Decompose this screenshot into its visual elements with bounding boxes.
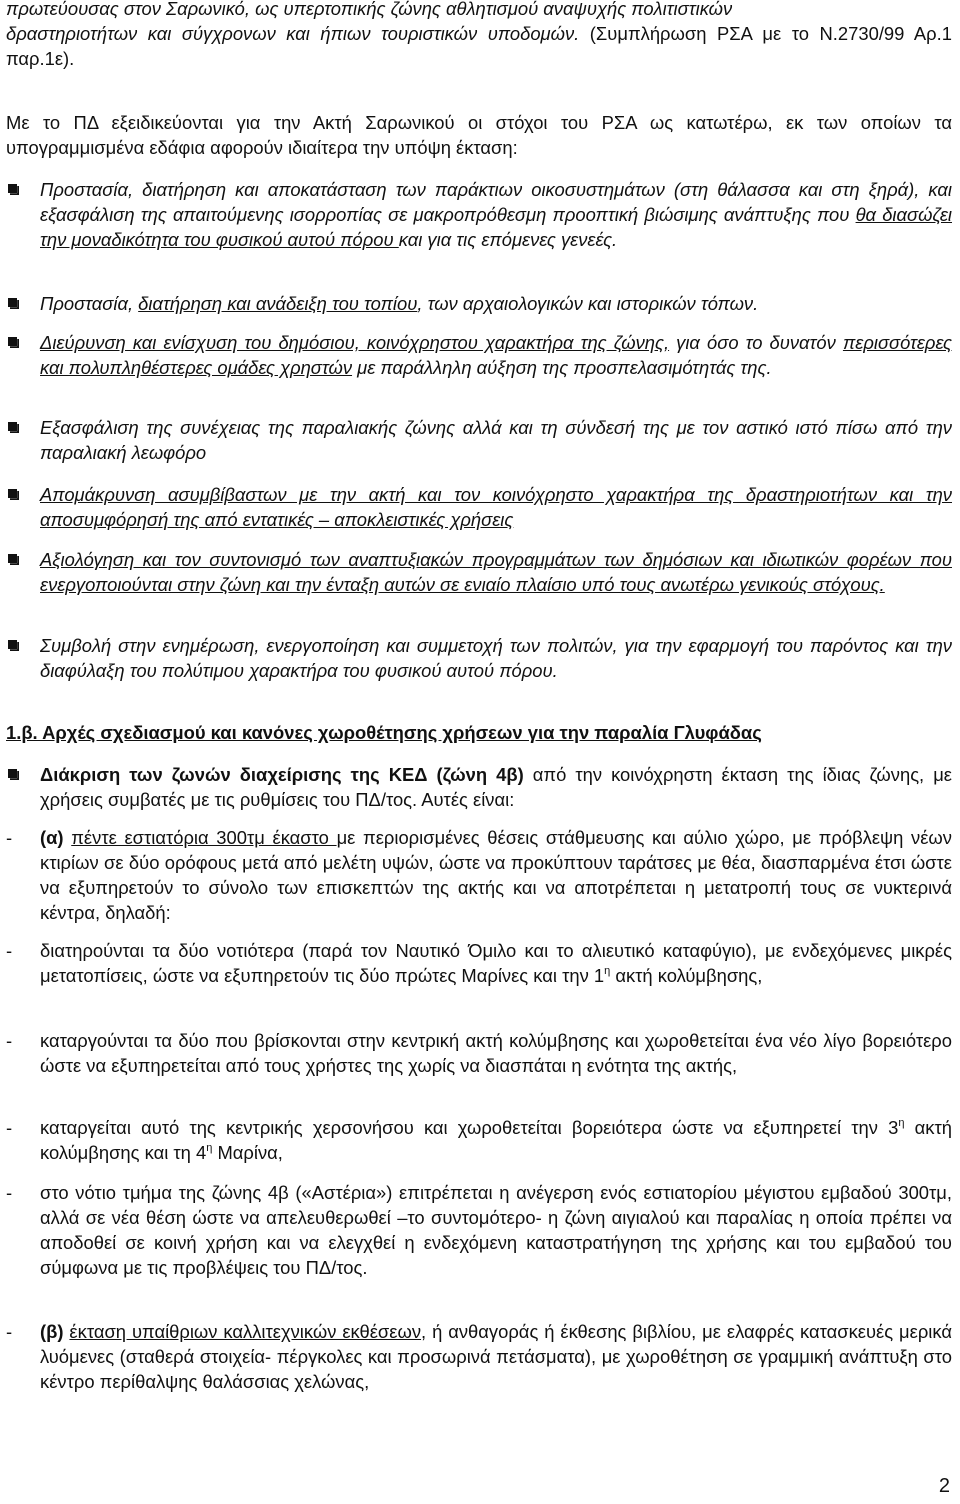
bullet-text-part: και για τις επόμενες γενεές.: [398, 229, 618, 250]
dash-marker: -: [6, 940, 13, 961]
paragraph-objectives-text: Με το ΠΔ εξειδικεύονται για την Ακτή Σαρωνικού οι στόχοι του ΡΣΑ ως κατωτέρω, εκ των οποίων τα υπογραμμισμένα εδάφια αφορούν ιδιαίτερα την υπόψη έκταση:: [6, 112, 952, 158]
square-bullet-icon: [8, 640, 18, 651]
bullet-item: [6, 291, 952, 316]
square-bullet-icon: [8, 422, 18, 433]
bullet-text-underlined: διατήρηση και ανάδειξη του τοπίου: [138, 293, 418, 314]
dash-text-part: ακτή κολύμβησης,: [610, 965, 763, 986]
dash-label: (α): [40, 827, 64, 848]
dash-marker: -: [6, 827, 13, 848]
bullet-text: [40, 177, 952, 252]
intro-line-2: [6, 21, 952, 71]
bullet-text: Συμβολή στην ενημέρωση, ενεργοποίηση και συμμετοχή των πολιτών, για την εφαρμογή του παρόντος και την διαφύλαξη του πολύτιμου χαρακτήρα του φυσικού αυτού πόρου.: [40, 635, 952, 681]
dash-text-part: διατηρούνται τα δύο νοτιότερα (παρά τον Ναυτικό Όμιλο και το αλιευτικό καταφύγιο), με ενδεχόμενες μικρές μετατοπίσεις, ώστε να εξυπηρετούν τις δύο πρώτες Μαρίνες και την 1: [40, 940, 952, 986]
dash-item: [6, 825, 952, 925]
square-bullet-icon: [8, 489, 18, 500]
dash-text-underlined: έκταση υπαίθριων καλλιτεχνικών εκθέσεων: [69, 1321, 422, 1342]
page-number: 2: [938, 1475, 950, 1497]
bullet-text-part: από την κοινόχρηστη έκταση της ίδιας ζώνης, με χρήσεις συμβατές με τις ρυθμίσεις του ΠΔ/τος. Αυτές είναι:: [40, 764, 953, 810]
dash-text: στο νότιο τμήμα της ζώνης 4β («Αστέρια») επιτρέπεται η ανέγερση ενός εστιατορίου μέγιστου εμβαδού 300τμ, αλλά σε νέα θέση ώστε να απελευθερωθεί –το συντομότερο- η ζώνη αιγιαλού και παραλίας η οποία πρέπει να αποδοθεί σε κοινή χρήση και να ελεγχθεί η ενδεχόμενη καταστρατήγηση της χρήσης και του εμβαδού του σύμφωνα με τις προβλέψεις του ΠΔ/τος.: [40, 1182, 952, 1278]
intro-paragraph: [6, 0, 952, 71]
dash-marker: -: [6, 1030, 13, 1051]
paragraph-objectives: [6, 110, 952, 160]
dash-marker: -: [6, 1117, 13, 1138]
bullet-text-bold: Διάκριση των ζωνών διαχείρισης της ΚΕΔ (ζώνη 4β): [40, 764, 524, 785]
dash-text: καταργούνται τα δύο που βρίσκονται στην κεντρική ακτή κολύμβησης και χωροθετείται ένα νέο λίγο βορειότερο ώστε να εξυπηρετείται από τους χρήστες της χωρίς να διασπάται η ενότητα της ακτής,: [40, 1030, 952, 1076]
bullet-text: [40, 762, 952, 812]
superscript: η: [206, 1142, 213, 1154]
bullet-text: Εξασφάλιση της συνέχειας της παραλιακής ζώνης αλλά και τη σύνδεσή της με τον αστικό ιστό πίσω από την παραλιακή λεωφόρο: [40, 417, 952, 463]
bullet-item: [6, 482, 952, 532]
dash-text-part: καταργείται αυτό της κεντρικής χερσονήσου και χωροθετείται βορειότερα ώστε να εξυπηρετεί την 3: [40, 1117, 899, 1138]
dash-text: [40, 938, 952, 988]
intro-line-2-text: δραστηριοτήτων και σύγχρονων και ήπιων τουριστικών υποδομών.: [6, 23, 580, 44]
dash-text: [40, 825, 952, 925]
bullet-item: [6, 177, 952, 252]
bullet-item: [6, 547, 952, 597]
dash-label: (β): [40, 1321, 64, 1342]
square-bullet-icon: [8, 769, 18, 780]
bullet-text-part: για όσο το δυνατόν: [669, 332, 843, 353]
square-bullet-icon: [8, 184, 18, 195]
dash-text-underlined: πέντε εστιατόρια 300τμ έκαστο: [71, 827, 337, 848]
bullet-text: [40, 330, 952, 380]
bullet-text: Αξιολόγηση και τον συντονισμό των αναπτυξιακών προγραμμάτων των δημόσιων και ιδιωτικών φορέων που ενεργοποιούνται στην ζώνη και την ένταξη αυτών σε ενιαίο πλαίσιο υπό τους ανωτέρω γενικούς στόχους.: [40, 549, 952, 595]
square-bullet-icon: [8, 298, 18, 309]
square-bullet-icon: [8, 554, 18, 565]
dash-text-part: , ή ανθαγοράς ή έκθεσης βιβλίου, με ελαφρές κατασκευές μερικά λυόμενες (σταθερά στοιχεία- πέργκολες και προσωρινά πετάσματα), με χωροθέτηση σε γραμμική ανάπτυξη στο κέντρο περίθαλψης θαλάσσιας χελώνας,: [40, 1321, 952, 1392]
bullet-text-part: παράκτιων οικοσυστημάτων: [434, 179, 665, 200]
square-bullet-icon: [8, 337, 18, 348]
bullet-text-part: με παράλληλη αύξηση της προσπελασιμότητάς της.: [352, 357, 772, 378]
dash-marker: -: [6, 1182, 13, 1203]
dash-item: [6, 1115, 952, 1165]
dash-text: [40, 1319, 952, 1394]
superscript: η: [604, 965, 611, 977]
bullet-text-underlined: Διεύρυνση και ενίσχυση του δημόσιου, κοινόχρηστου χαρακτήρα της ζώνης,: [40, 332, 670, 353]
bullet-item: [6, 330, 952, 380]
bullet-text-part: , των αρχαιολογικών και ιστορικών τόπων.: [417, 293, 759, 314]
dash-text-part: με περιορισμένες θέσεις στάθμευσης και αύλιο χώρο, με πρόβλεψη νέων κτιρίων σε δύο ορόφους μετά από μελέτη υψών, ώστε να προκύπτουν ταράτσες με θέα, διασπαρμένα έτσι ώστε να εξυπηρετούν το σύνολο των επισκεπτών της ακτής και να αποτρέπεται η μετατροπή τους σε νυκτερινά κέντρα, δηλαδή:: [40, 827, 952, 923]
intro-line-2-ref: (Συμπλήρωση ΡΣΑ με το Ν.2730/99 Αρ.1 παρ.1ε).: [6, 23, 952, 69]
bullet-item: [6, 633, 952, 683]
bullet-text: Απομάκρυνση ασυμβίβαστων με την ακτή και τον κοινόχρηστο χαρακτήρα της δραστηριοτήτων και την αποσυμφόρησή της από εντατικές – αποκλειστικές χρήσεις: [40, 484, 952, 530]
bullet-text-underlined: θα διασώζει την μοναδικότητα του φυσικού αυτού πόρου: [40, 204, 952, 250]
dash-item: [6, 938, 952, 988]
bullet-text-underlined: περισσότερες και πολυπληθέστερες ομάδες χρηστών: [40, 332, 952, 378]
dash-item: [6, 1028, 952, 1078]
bullet-text-part: Προστασία, διατήρηση και αποκατάσταση των: [40, 179, 435, 200]
dash-text: [40, 1115, 952, 1165]
dash-marker: -: [6, 1321, 13, 1342]
intro-line-1: πρωτεύουσας στον Σαρωνικό, ως υπερτοπικής ζώνης αθλητισμού αναψυχής πολιτιστικών: [6, 0, 733, 19]
bullet-text-part: (στη θάλασσα και στη ξηρά), και εξασφάλιση της απαιτούμενης ισορροπίας σε μακροπρόθεσμη προοπτική βιώσιμης ανάπτυξης που: [40, 179, 952, 225]
bullet-item: [6, 762, 952, 812]
section-heading: 1.β. Αρχές σχεδιασμού και κανόνες χωροθέτησης χρήσεων για την παραλία Γλυφάδας: [6, 722, 762, 743]
bullet-text-part: Προστασία,: [40, 293, 139, 314]
bullet-text: [40, 291, 952, 316]
dash-text-part: ακτή κολύμβησης και τη 4: [40, 1117, 952, 1163]
dash-text-part: Μαρίνα,: [212, 1142, 283, 1163]
dash-item: [6, 1180, 952, 1280]
superscript: η: [898, 1117, 905, 1129]
bullet-item: [6, 415, 952, 465]
dash-item: [6, 1319, 952, 1394]
